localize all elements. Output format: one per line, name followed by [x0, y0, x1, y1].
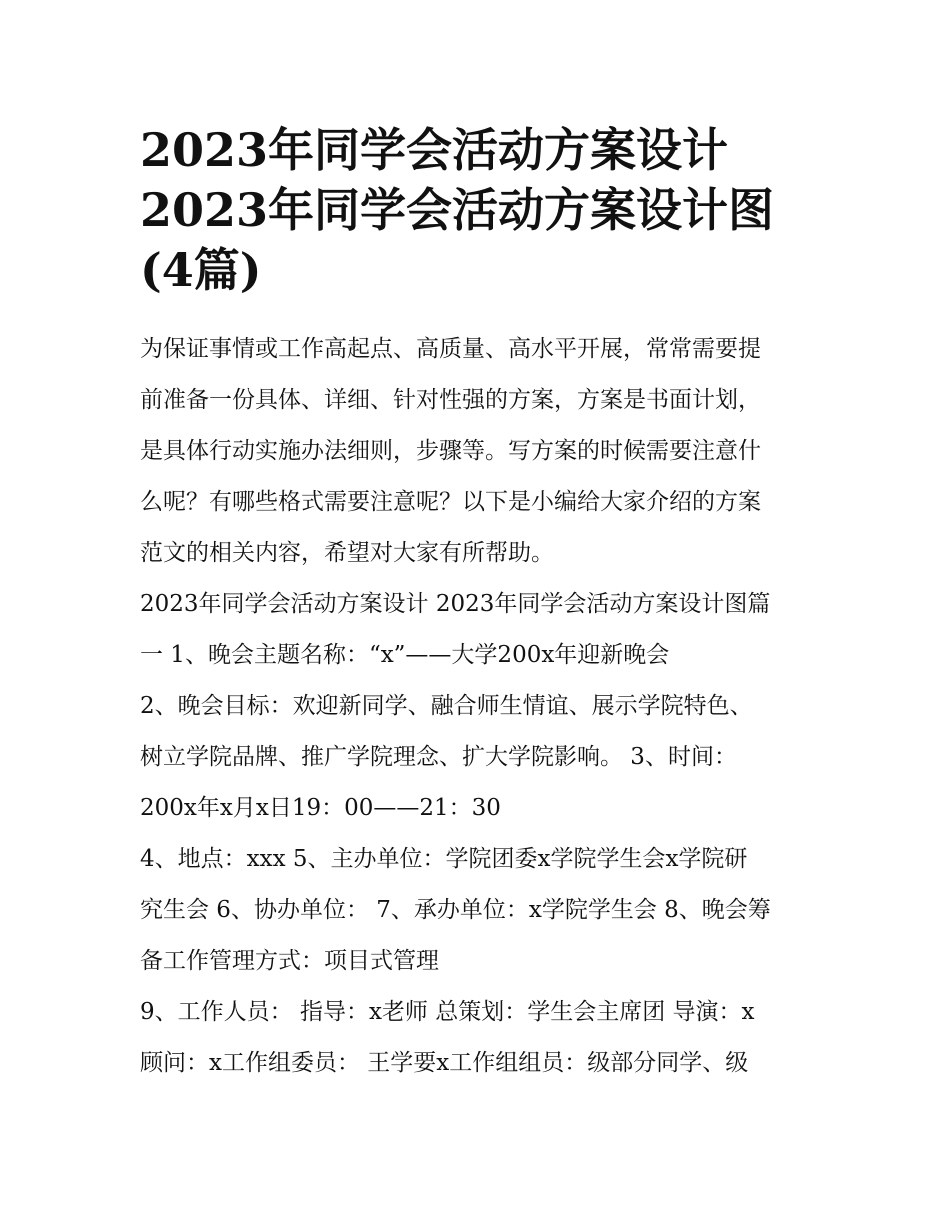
title-line-1: 2023年同学会活动方案设计	[140, 123, 729, 177]
body-line-2: 前准备一份具体、详细、针对性强的方案，方案是书面计划，	[140, 387, 761, 413]
body-line-1: 为保证事情或工作高起点、高质量、高水平开展，常常需要提	[140, 336, 761, 362]
body-line-12: 究生会 6、协办单位： 7、承办单位：x学院学生会 8、晚会筹	[140, 897, 771, 923]
body-line-11: 4、地点：xxx 5、主办单位：学院团委x学院学生会x学院研	[140, 846, 748, 872]
body-line-10: 200x年x月x日19：00——21：30	[140, 795, 501, 821]
body-line-5: 范文的相关内容，希望对大家有所帮助。	[140, 540, 554, 566]
body-line-4: 么呢？有哪些格式需要注意呢？以下是小编给大家介绍的方案	[140, 489, 761, 515]
body-line-9: 树立学院品牌、推广学院理念、扩大学院影响。 3、时间：	[140, 744, 737, 770]
body-line-15: 顾问：x工作组委员： 王学要x工作组组员：级部分同学、级	[140, 1050, 749, 1076]
document-page	[140, 120, 820, 1089]
body-line-7: 一 1、晚会主题名称：“x”——大学200x年迎新晚会	[140, 642, 670, 668]
document-title	[140, 120, 820, 300]
body-line-3: 是具体行动实施办法细则，步骤等。写方案的时候需要注意什	[140, 438, 761, 464]
title-line-3: (4篇)	[140, 243, 262, 297]
document-body	[140, 324, 820, 1089]
body-line-8: 2、晚会目标：欢迎新同学、融合师生情谊、展示学院特色、	[140, 693, 753, 719]
body-line-14: 9、工作人员： 指导：x老师 总策划：学生会主席团 导演：x	[140, 999, 755, 1025]
body-line-6: 2023年同学会活动方案设计 2023年同学会活动方案设计图篇	[140, 591, 771, 617]
body-line-13: 备工作管理方式：项目式管理	[140, 948, 439, 974]
title-line-2: 2023年同学会活动方案设计图	[140, 183, 775, 237]
